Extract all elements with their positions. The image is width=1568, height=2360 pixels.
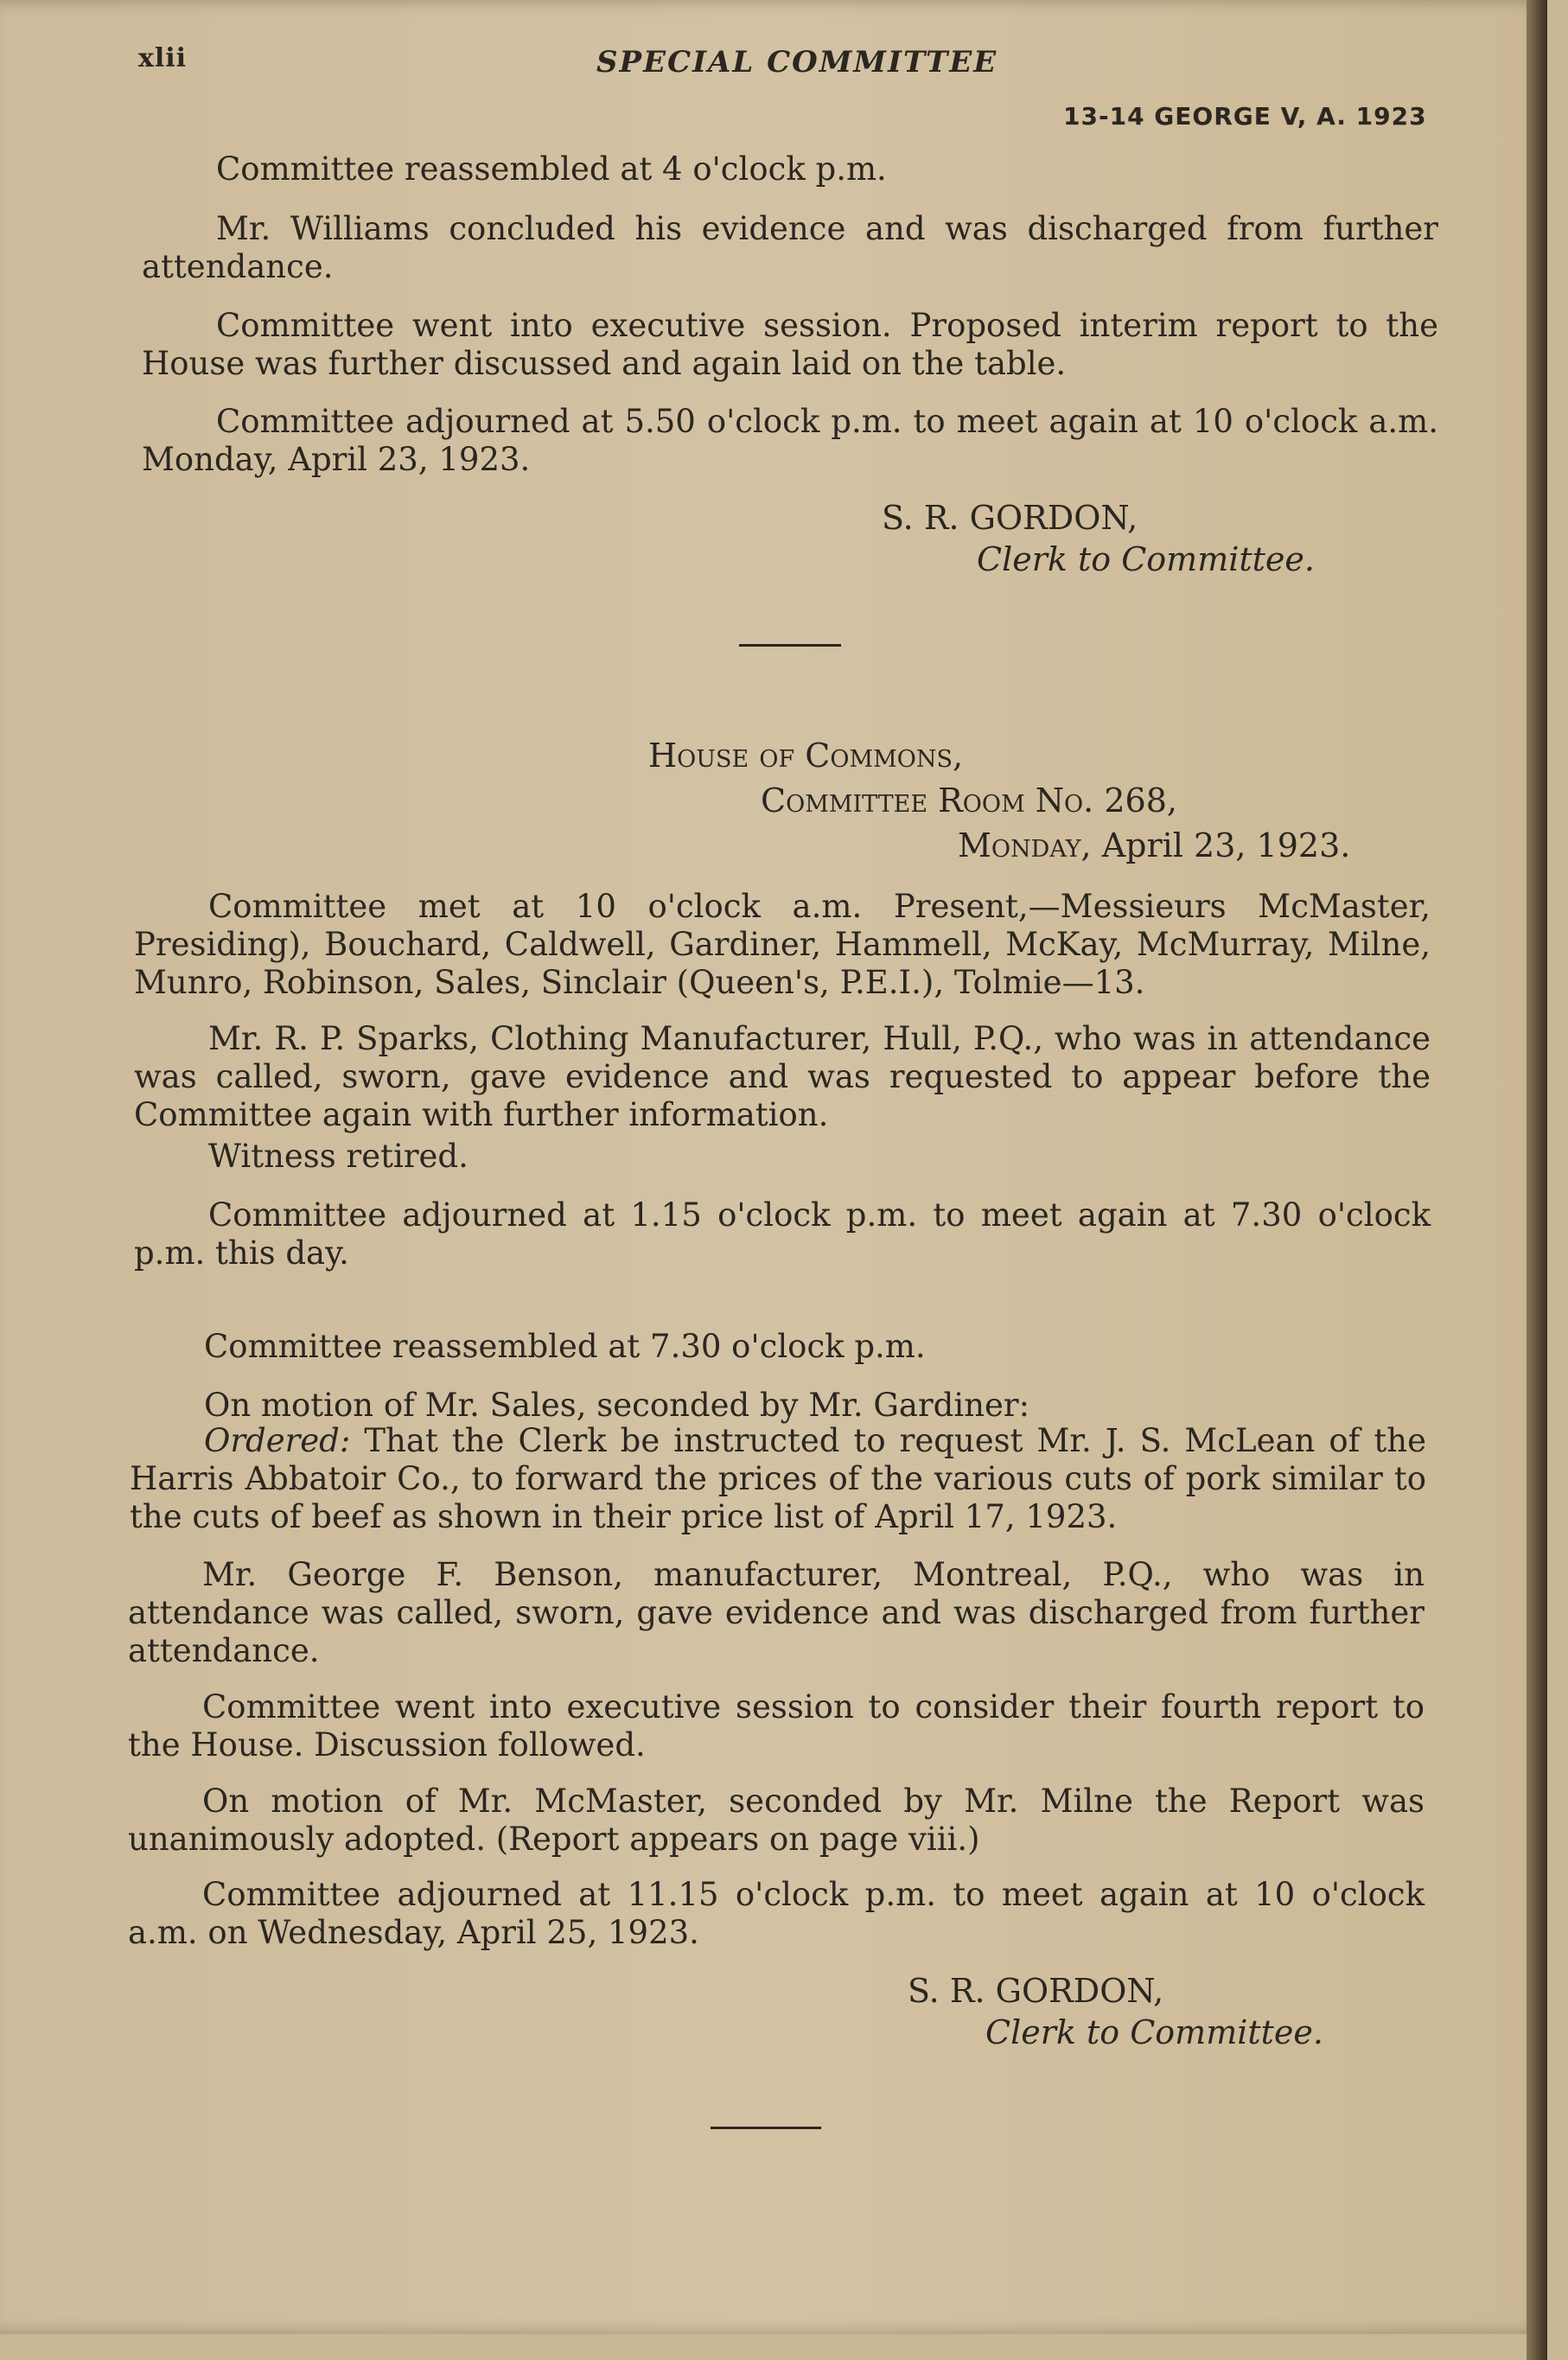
paragraph: Mr. R. P. Sparks, Clothing Manufacturer, Hull, P.Q., who was in attendance was called, sworn, gave evidence and was requested to appear before the Committee again with further information. xyxy=(134,1020,1431,1133)
signature-title: Clerk to Committee. xyxy=(985,2013,1323,2051)
session-label: 13-14 GEORGE V, A. 1923 xyxy=(1063,102,1427,131)
paragraph: Committee reassembled at 7.30 o'clock p.m. xyxy=(204,1328,926,1365)
paragraph: Committee went into executive session to consider their fourth report to the House. Discussion followed. xyxy=(128,1688,1425,1764)
paragraph: Committee adjourned at 5.50 o'clock p.m. to meet again at 10 o'clock a.m. Monday, April 23, 1923. xyxy=(142,403,1438,478)
paragraph: Committee went into executive session. Proposed interim report to the House was further discussed and again laid on the table. xyxy=(142,307,1438,382)
paragraph: Committee met at 10 o'clock a.m. Present,—Messieurs McMaster, Presiding), Bouchard, Caldwell, Gardiner, Hammell, McKay, McMurray, Milne, Munro, Robinson, Sales, Sinclair (Queen's, P.E.I.), Tolmie—13. xyxy=(134,888,1431,1001)
dateline-date: Monday, April 23, 1923. xyxy=(958,826,1351,864)
signature-name: S. R. GORDON, xyxy=(908,1972,1164,2010)
ordered-paragraph: Ordered: That the Clerk be instructed to request Mr. J. S. McLean of the Harris Abbatoir Co., to forward the prices of the various cuts of pork similar to the cuts of beef as shown in their price list of April 17, 1923. xyxy=(130,1422,1426,1535)
ordered-label: Ordered: xyxy=(204,1422,351,1459)
page-number: xlii xyxy=(138,43,188,73)
dateline-room: Committee Room No. 268, xyxy=(761,781,1177,820)
paragraph: Mr. George F. Benson, manufacturer, Montreal, P.Q., who was in attendance was called, sworn, gave evidence and was discharged from further attendance. xyxy=(128,1556,1425,1669)
dateline-house: House of Commons, xyxy=(648,737,964,775)
section-divider xyxy=(739,644,841,647)
signature-title: Clerk to Committee. xyxy=(977,540,1315,578)
paragraph: On motion of Mr. McMaster, seconded by Mr. Milne the Report was unanimously adopted. (Report appears on page viii.) xyxy=(128,1783,1425,1858)
book-spine-shadow xyxy=(1527,0,1547,2360)
paragraph: Mr. Williams concluded his evidence and was discharged from further attendance. xyxy=(142,210,1438,285)
signature-name: S. R. GORDON, xyxy=(882,499,1138,537)
paragraph: Committee adjourned at 11.15 o'clock p.m. to meet again at 10 o'clock a.m. on Wednesday, April 25, 1923. xyxy=(128,1876,1425,1951)
running-title: SPECIAL COMMITTEE xyxy=(596,45,998,80)
paragraph: Committee reassembled at 4 o'clock p.m. xyxy=(216,150,887,188)
paragraph: Committee adjourned at 1.15 o'clock p.m. to meet again at 7.30 o'clock p.m. this day. xyxy=(134,1196,1431,1272)
section-divider xyxy=(711,2127,821,2129)
paragraph: On motion of Mr. Sales, seconded by Mr. Gardiner: xyxy=(204,1387,1030,1424)
paragraph: Witness retired. xyxy=(208,1138,468,1175)
